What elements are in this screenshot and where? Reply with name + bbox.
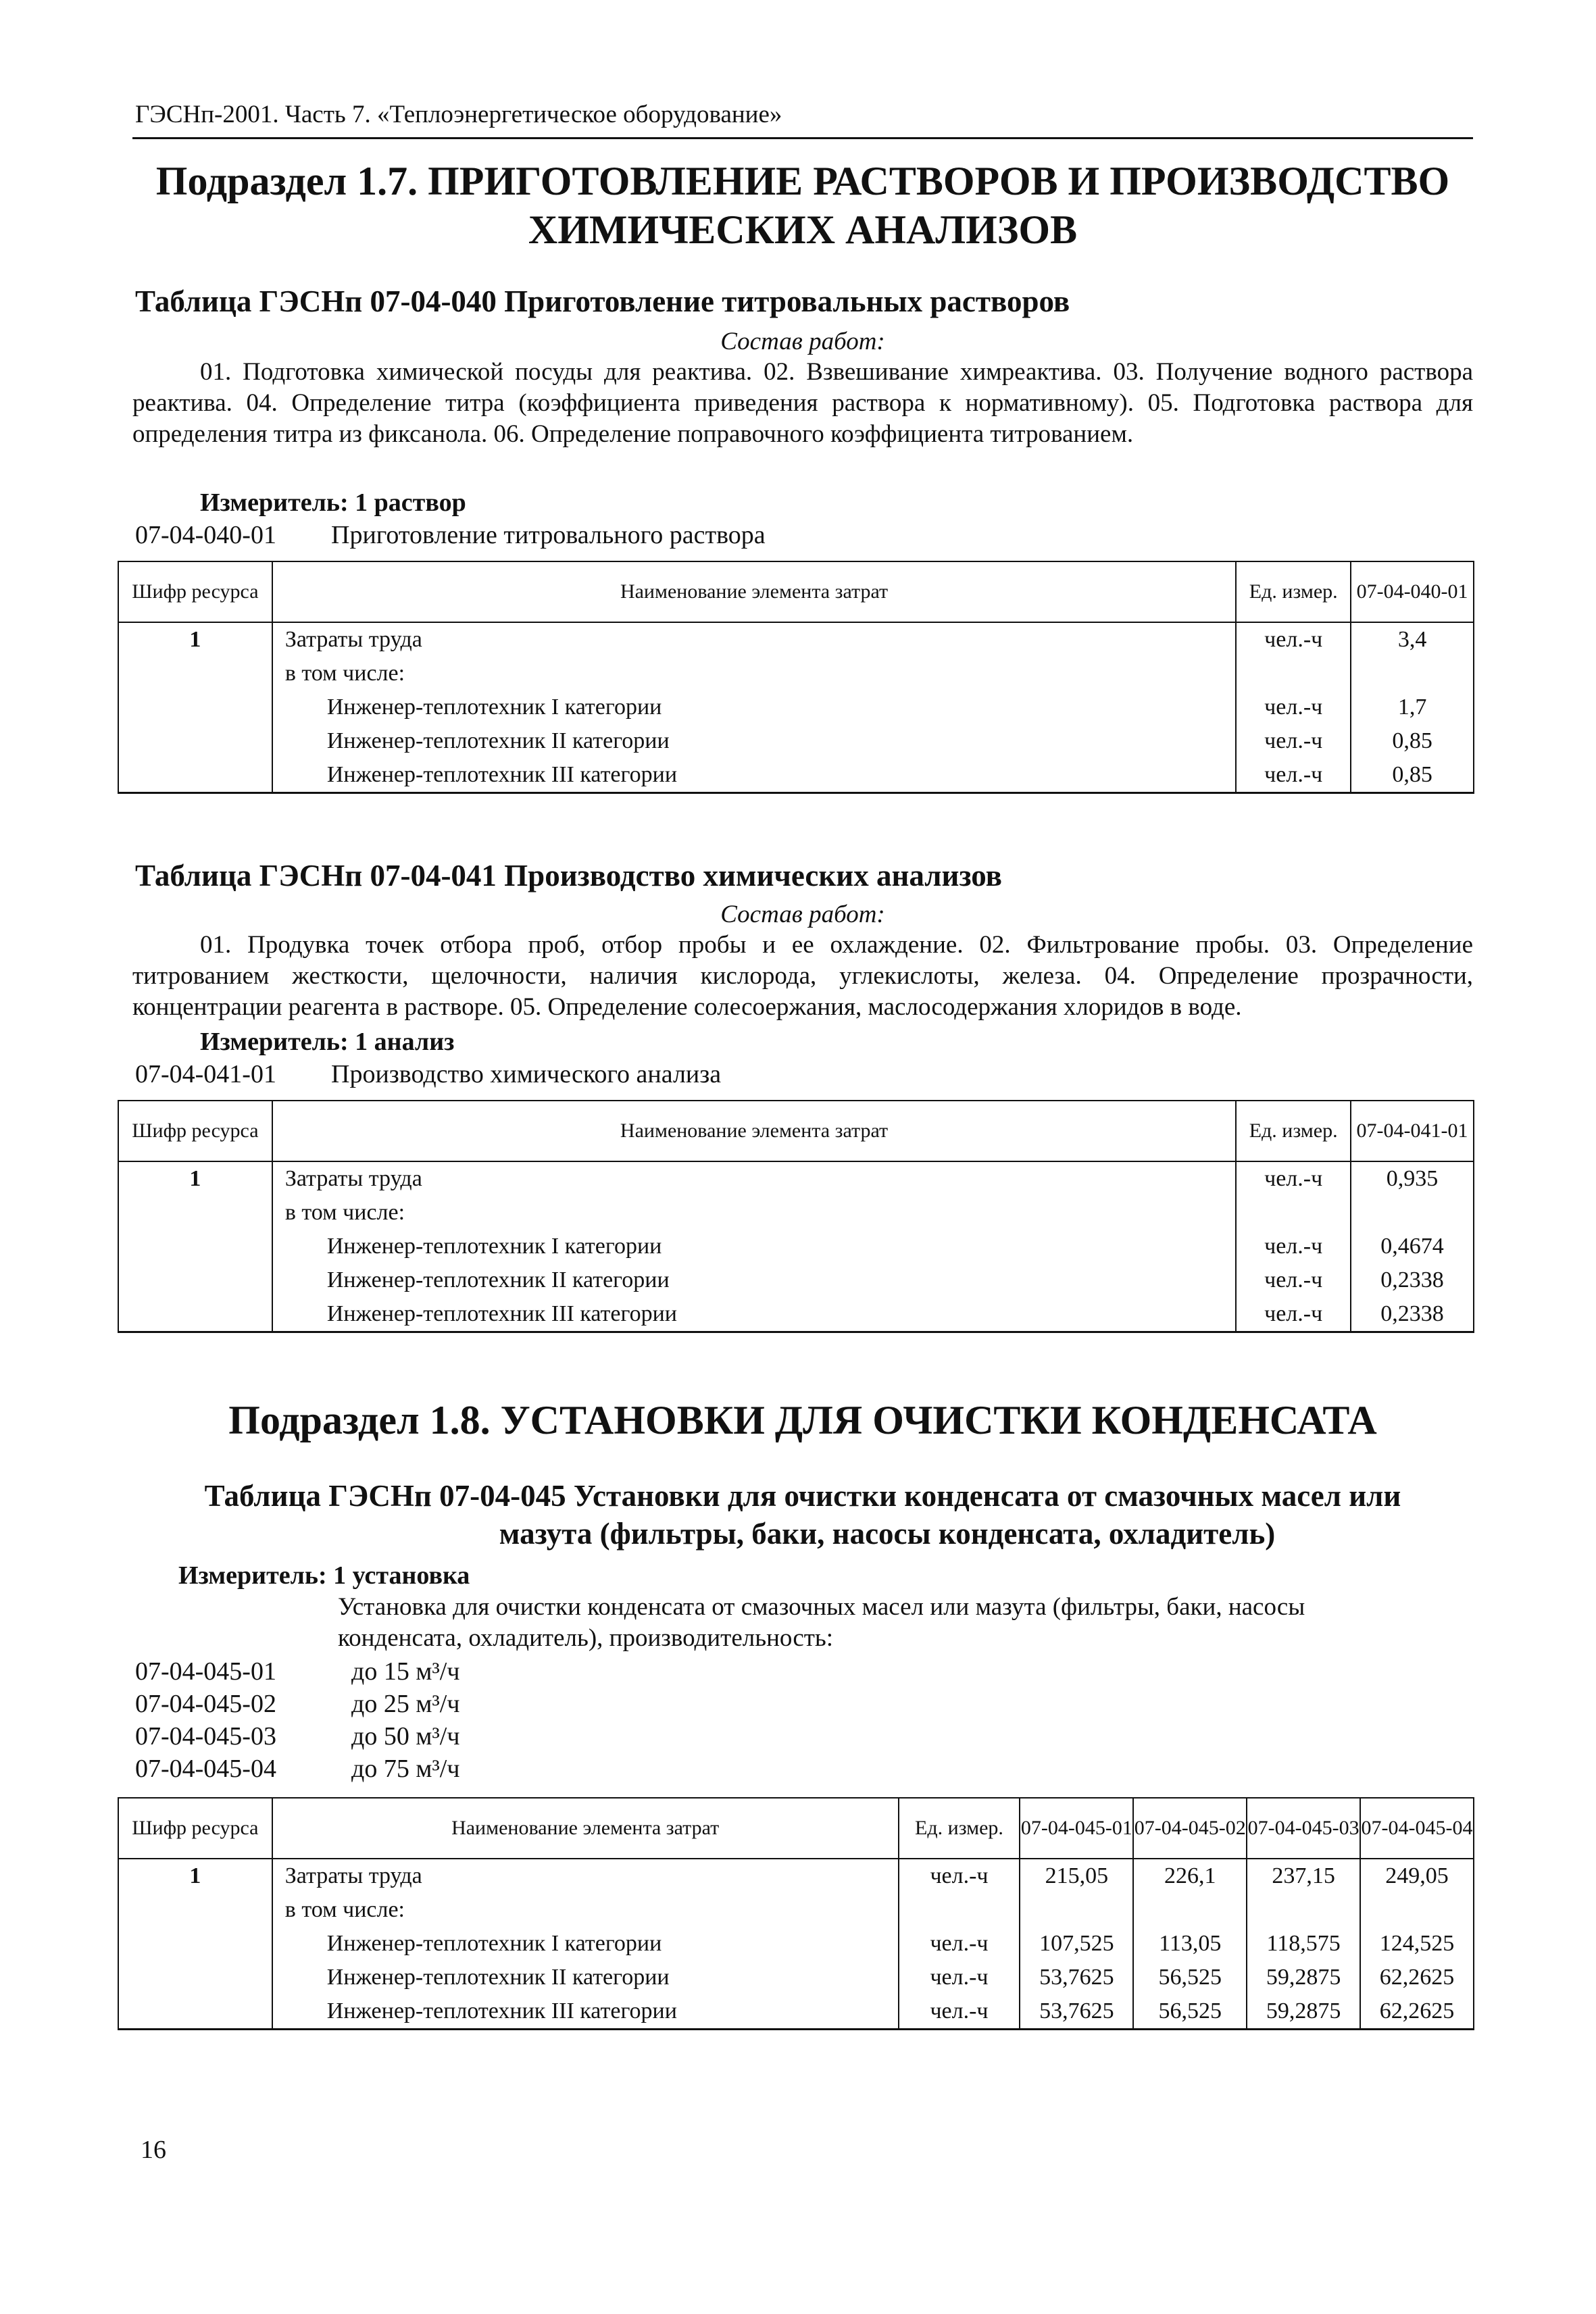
value: 56,525	[1133, 1961, 1247, 1994]
value: 62,2625	[1360, 1961, 1474, 1994]
col-header-unit: Ед. измер.	[1236, 561, 1351, 622]
table-041	[118, 1100, 1474, 1333]
col-header-rate: 07-04-045-01	[1020, 1798, 1133, 1859]
cost-element: Инженер-теплотехник III категории	[272, 758, 1236, 793]
cost-element: Затраты труда	[272, 622, 1236, 657]
unit: чел.-ч	[1236, 724, 1351, 758]
resource-code	[118, 758, 272, 793]
table-row	[118, 1196, 1474, 1230]
list-item	[135, 1720, 459, 1753]
table-row	[118, 1961, 1474, 1994]
table-row	[118, 1893, 1474, 1927]
rate-code: 07-04-045-01	[135, 1657, 276, 1686]
table-row	[118, 1263, 1474, 1297]
col-header-rate: 07-04-045-04	[1360, 1798, 1474, 1859]
cost-element: в том числе:	[272, 1893, 899, 1927]
resource-code: 1	[118, 1161, 272, 1196]
value: 118,575	[1247, 1927, 1360, 1961]
col-header-shifr: Шифр ресурса	[118, 561, 272, 622]
table-row	[118, 1297, 1474, 1332]
value: 0,85	[1351, 724, 1474, 758]
resource-code: 1	[118, 1859, 272, 1893]
rate-code: 07-04-041-01	[135, 1060, 276, 1088]
value: 226,1	[1133, 1859, 1247, 1893]
table-040-work-description: 01. Подготовка химической посуды для реактива. 02. Взвешивание химреактива. 03. Получение водного раствора реактива. 04. Определение титра (коэффициента приведения раствора к нормативному). 05. Подготовка раствора для определения титра из фиксанола. 06. Определение поправочного коэффициента титрованием.	[132, 358, 1473, 448]
resource-code	[118, 690, 272, 724]
unit: чел.-ч	[1236, 758, 1351, 793]
table-row	[118, 622, 1474, 657]
table-row	[118, 690, 1474, 724]
value	[1020, 1893, 1133, 1927]
cost-element: Инженер-теплотехник II категории	[272, 724, 1236, 758]
unit: чел.-ч	[899, 1927, 1020, 1961]
list-item	[135, 1655, 459, 1688]
resource-code: 1	[118, 622, 272, 657]
cost-element: Инженер-теплотехник II категории	[272, 1961, 899, 1994]
table-041-work-description: 01. Продувка точек отбора проб, отбор пробы и ее охлаждение. 02. Фильтрование пробы. 03. Определение титрованием жесткости, щелочности, наличия кислорода, углекислоты, железа. 04. Определение прозрачности, концентрации реагента в растворе. 05. Определение солесоержания, маслосодержания хлоридов в воде.	[132, 931, 1473, 1021]
resource-code	[118, 724, 272, 758]
table-045-title	[132, 1477, 1473, 1553]
value: 215,05	[1020, 1859, 1133, 1893]
table-row	[118, 758, 1474, 793]
value: 0,4674	[1351, 1230, 1474, 1263]
table-row	[118, 1994, 1474, 2030]
value: 1,7	[1351, 690, 1474, 724]
rate-code-capacity: до 15 м³/ч	[351, 1657, 460, 1686]
unit: чел.-ч	[899, 1994, 1020, 2030]
unit: чел.-ч	[899, 1961, 1020, 1994]
value	[1351, 1196, 1474, 1230]
rate-code-capacity: до 75 м³/ч	[351, 1755, 460, 1783]
page-number: 16	[141, 2136, 166, 2164]
value: 107,525	[1020, 1927, 1133, 1961]
cost-element: Инженер-теплотехник II категории	[272, 1263, 1236, 1297]
unit	[1236, 657, 1351, 690]
col-header-rate: 07-04-040-01	[1351, 561, 1474, 622]
value: 0,2338	[1351, 1297, 1474, 1332]
table-row	[118, 1161, 1474, 1196]
table-045-title-line1: Таблица ГЭСНп 07-04-045 Установки для очистки конденсата от смазочных масел или	[204, 1479, 1401, 1513]
table-045-measure: Измеритель: 1 установка	[178, 1561, 470, 1590]
subsection-1-7-title-line2: ХИМИЧЕСКИХ АНАЛИЗОВ	[528, 207, 1078, 252]
unit: чел.-ч	[1236, 1161, 1351, 1196]
col-header-rate: 07-04-045-02	[1133, 1798, 1247, 1859]
unit: чел.-ч	[1236, 622, 1351, 657]
col-header-name: Наименование элемента затрат	[272, 1101, 1236, 1161]
value: 59,2875	[1247, 1994, 1360, 2030]
col-header-shifr: Шифр ресурса	[118, 1798, 272, 1859]
value: 56,525	[1133, 1994, 1247, 2030]
list-item	[135, 1753, 459, 1785]
unit: чел.-ч	[1236, 1230, 1351, 1263]
table-row	[118, 657, 1474, 690]
table-041-work-heading: Состав работ:	[720, 901, 885, 928]
cost-element: Затраты труда	[272, 1859, 899, 1893]
unit: чел.-ч	[1236, 1263, 1351, 1297]
value: 249,05	[1360, 1859, 1474, 1893]
table-040-title: Таблица ГЭСНп 07-04-040 Приготовление титровальных растворов	[135, 284, 1070, 318]
running-header: ГЭСНп-2001. Часть 7. «Теплоэнергетическое оборудование»	[135, 101, 782, 128]
col-header-shifr: Шифр ресурса	[118, 1101, 272, 1161]
table-row	[118, 724, 1474, 758]
table-row	[118, 1927, 1474, 1961]
cost-element: Инженер-теплотехник I категории	[272, 690, 1236, 724]
cost-element: Инженер-теплотехник III категории	[272, 1297, 1236, 1332]
value: 3,4	[1351, 622, 1474, 657]
cost-element: Затраты труда	[272, 1161, 1236, 1196]
value: 0,935	[1351, 1161, 1474, 1196]
cost-element: Инженер-теплотехник III категории	[272, 1994, 899, 2030]
value: 59,2875	[1247, 1961, 1360, 1994]
unit: чел.-ч	[1236, 690, 1351, 724]
col-header-unit: Ед. измер.	[899, 1798, 1020, 1859]
cost-element: Инженер-теплотехник I категории	[272, 1927, 899, 1961]
table-045	[118, 1797, 1474, 2030]
table-040-code-line	[135, 520, 766, 550]
unit	[1236, 1196, 1351, 1230]
value: 53,7625	[1020, 1961, 1133, 1994]
unit	[899, 1893, 1020, 1927]
table-040-work-heading: Состав работ:	[720, 328, 885, 355]
cost-element: в том числе:	[272, 1196, 1236, 1230]
subsection-1-8-title: Подраздел 1.8. УСТАНОВКИ ДЛЯ ОЧИСТКИ КОНДЕНСАТА	[228, 1398, 1377, 1442]
rate-code-capacity: до 25 м³/ч	[351, 1690, 460, 1718]
value	[1351, 657, 1474, 690]
unit: чел.-ч	[899, 1859, 1020, 1893]
table-041-code-line	[135, 1059, 721, 1089]
rate-code-capacity: до 50 м³/ч	[351, 1722, 460, 1751]
value: 0,2338	[1351, 1263, 1474, 1297]
rate-code: 07-04-040-01	[135, 521, 276, 549]
col-header-unit: Ед. измер.	[1236, 1101, 1351, 1161]
resource-code	[118, 1994, 272, 2030]
resource-code	[118, 1893, 272, 1927]
list-item	[135, 1688, 459, 1720]
value: 62,2625	[1360, 1994, 1474, 2030]
table-040	[118, 561, 1474, 794]
table-045-description: Установка для очистки конденсата от смазочных масел или мазута (фильтры, баки, насосы конденсата, охладитель), производительность:	[338, 1593, 1305, 1652]
table-041-title: Таблица ГЭСНп 07-04-041 Производство химических анализов	[135, 859, 1002, 892]
cost-element: в том числе:	[272, 657, 1236, 690]
resource-code	[118, 1196, 272, 1230]
value: 124,525	[1360, 1927, 1474, 1961]
unit: чел.-ч	[1236, 1297, 1351, 1332]
subsection-1-7-title-line1: Подраздел 1.7. ПРИГОТОВЛЕНИЕ РАСТВОРОВ И ПРОИЗВОДСТВО	[155, 159, 1450, 203]
resource-code	[118, 657, 272, 690]
value	[1360, 1893, 1474, 1927]
rate-code: 07-04-045-04	[135, 1755, 276, 1783]
rate-code: 07-04-045-02	[135, 1690, 276, 1718]
table-row	[118, 1859, 1474, 1893]
value	[1247, 1893, 1360, 1927]
value: 237,15	[1247, 1859, 1360, 1893]
table-040-measure: Измеритель: 1 раствор	[200, 488, 466, 517]
col-header-rate: 07-04-041-01	[1351, 1101, 1474, 1161]
table-045-title-line2: мазута (фильтры, баки, насосы конденсата, охладитель)	[499, 1517, 1276, 1551]
value: 113,05	[1133, 1927, 1247, 1961]
subsection-1-7-title	[132, 157, 1473, 254]
resource-code	[118, 1263, 272, 1297]
col-header-name: Наименование элемента затрат	[272, 561, 1236, 622]
header-rule	[132, 137, 1473, 139]
value: 53,7625	[1020, 1994, 1133, 2030]
resource-code	[118, 1297, 272, 1332]
col-header-name: Наименование элемента затрат	[272, 1798, 899, 1859]
cost-element: Инженер-теплотехник I категории	[272, 1230, 1236, 1263]
resource-code	[118, 1961, 272, 1994]
resource-code	[118, 1230, 272, 1263]
table-041-measure: Измеритель: 1 анализ	[200, 1028, 455, 1056]
rate-code-name: Производство химического анализа	[331, 1060, 722, 1088]
resource-code	[118, 1927, 272, 1961]
rate-code-name: Приготовление титровального раствора	[331, 521, 766, 549]
rate-code: 07-04-045-03	[135, 1722, 276, 1751]
value	[1133, 1893, 1247, 1927]
table-045-codes	[135, 1655, 459, 1785]
table-row	[118, 1230, 1474, 1263]
col-header-rate: 07-04-045-03	[1247, 1798, 1360, 1859]
value: 0,85	[1351, 758, 1474, 793]
